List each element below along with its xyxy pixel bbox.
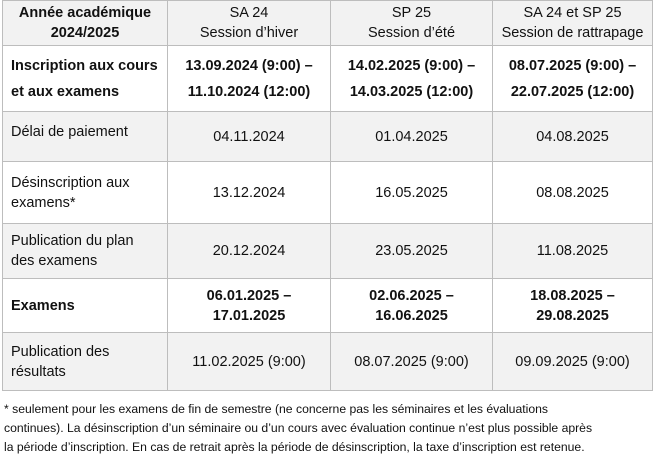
row-label-line: Délai de paiement <box>11 123 128 140</box>
academic-calendar-table <box>2 0 653 391</box>
exam-plan-winter-cell: 20.12.2024 <box>168 224 331 279</box>
row-label-line: Publication du plan <box>11 233 134 249</box>
payment-winter-cell: 04.11.2024 <box>168 112 331 162</box>
row-label-line: examens* <box>11 194 76 211</box>
academic-year-value: 2024/2025 <box>50 25 120 41</box>
deregistration-summer-cell: 16.05.2025 <box>331 162 493 224</box>
date-range-end: 16.06.2025 <box>375 307 448 324</box>
footnote-line: continues). La désinscription d’un séminaire ou d’un cours avec évaluation continue n’est plus possible après <box>4 421 593 435</box>
exams-summer-cell <box>331 279 493 333</box>
date-range-start: 06.01.2025 – <box>206 287 292 304</box>
footnote-line: * seulement pour les examens de fin de semestre (ne concerne pas les séminaires et les évaluations <box>4 402 548 416</box>
payment-summer-cell: 01.04.2025 <box>331 112 493 162</box>
table-row <box>3 46 653 112</box>
session-header-retake <box>493 1 653 46</box>
table-header-row <box>3 1 653 46</box>
row-label-exams: Examens <box>3 279 168 333</box>
row-label-line: des examens <box>11 253 98 269</box>
row-label-line: Publication des <box>11 343 110 360</box>
footnote-line: la période d’inscription. En cas de retrait après la période de désinscription, la taxe d’inscription est retenue. <box>4 440 585 454</box>
date-range-end: 14.03.2025 (12:00) <box>349 83 474 100</box>
row-label-line: Inscription aux cours <box>11 57 158 74</box>
table-row <box>3 279 653 333</box>
session-header-summer <box>331 1 493 46</box>
session-name: Session d’hiver <box>199 25 299 41</box>
date-range-start: 02.06.2025 – <box>369 287 454 304</box>
row-label-exam-plan <box>3 224 168 279</box>
session-code: SA 24 <box>229 5 269 21</box>
results-winter-cell: 11.02.2025 (9:00) <box>168 333 331 391</box>
registration-retake-cell <box>493 46 653 112</box>
session-name: Session de rattrapage <box>501 25 644 41</box>
row-label-line: Désinscription aux <box>11 174 130 191</box>
date-range-start: 18.08.2025 – <box>530 287 615 304</box>
date-range-end: 29.08.2025 <box>536 307 609 324</box>
academic-year-header <box>3 1 168 46</box>
session-header-winter <box>168 1 331 46</box>
table-row <box>3 333 653 391</box>
exams-winter-cell <box>168 279 331 333</box>
exam-plan-summer-cell: 23.05.2025 <box>331 224 493 279</box>
table-row <box>3 162 653 224</box>
table-row <box>3 224 653 279</box>
date-range-start: 14.02.2025 (9:00) – <box>347 57 476 74</box>
date-range-end: 22.07.2025 (12:00) <box>510 83 635 100</box>
date-range-end: 11.10.2024 (12:00) <box>187 83 311 100</box>
row-label-results <box>3 333 168 391</box>
row-label-deregistration <box>3 162 168 224</box>
registration-winter-cell <box>168 46 331 112</box>
results-summer-cell: 08.07.2025 (9:00) <box>331 333 493 391</box>
session-code: SA 24 et SP 25 <box>523 5 622 21</box>
payment-retake-cell: 04.08.2025 <box>493 112 653 162</box>
session-name: Session d’été <box>367 25 456 41</box>
session-code: SP 25 <box>391 5 432 21</box>
row-label-registration <box>3 46 168 112</box>
footnote <box>4 400 652 457</box>
row-label-payment-deadline <box>3 112 168 162</box>
exam-plan-retake-cell: 11.08.2025 <box>493 224 653 279</box>
date-range-start: 13.09.2024 (9:00) – <box>185 57 313 74</box>
row-label-line: et aux examens <box>11 83 120 100</box>
date-range-end: 17.01.2025 <box>212 307 286 324</box>
deregistration-retake-cell: 08.08.2025 <box>493 162 653 224</box>
exams-retake-cell <box>493 279 653 333</box>
deregistration-winter-cell: 13.12.2024 <box>168 162 331 224</box>
table-row <box>3 112 653 162</box>
registration-summer-cell <box>331 46 493 112</box>
results-retake-cell: 09.09.2025 (9:00) <box>493 333 653 391</box>
academic-year-label: Année académique <box>18 5 152 21</box>
row-label-line: résultats <box>11 363 66 380</box>
date-range-start: 08.07.2025 (9:00) – <box>508 57 637 74</box>
